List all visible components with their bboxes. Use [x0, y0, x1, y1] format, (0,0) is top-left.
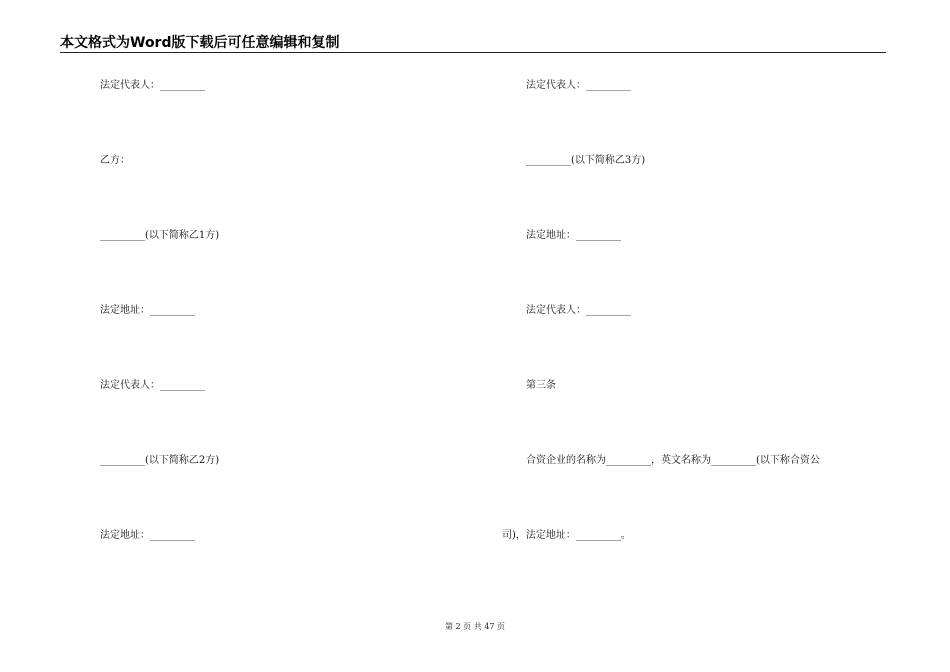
page-number: 第 2 页 共 47 页 — [445, 622, 505, 631]
right-line-3: 法定地址：_________ — [526, 230, 621, 241]
left-line-7: 法定地址：_________ — [100, 530, 195, 541]
right-line-1: 法定代表人：_________ — [526, 80, 631, 91]
left-line-4: 法定地址：_________ — [100, 305, 195, 316]
right-line-4: 法定代表人：_________ — [526, 305, 631, 316]
right-line-7: 司)，法定地址：_________。 — [502, 530, 631, 541]
right-line-6: 合资企业的名称为_________，英文名称为_________(以下称合资公 — [526, 455, 820, 466]
left-line-1: 法定代表人：_________ — [100, 80, 205, 91]
right-line-2: _________(以下简称乙3方) — [526, 155, 646, 166]
left-line-2: 乙方： — [100, 155, 130, 166]
left-line-5: 法定代表人：_________ — [100, 380, 205, 391]
left-line-3: _________(以下简称乙1方) — [100, 230, 220, 241]
left-line-6: _________(以下简称乙2方) — [100, 455, 220, 466]
page-header — [60, 34, 886, 53]
right-line-5: 第三条 — [526, 380, 556, 391]
header-title: 本文格式为Word版下载后可任意编辑和复制 — [60, 35, 340, 51]
